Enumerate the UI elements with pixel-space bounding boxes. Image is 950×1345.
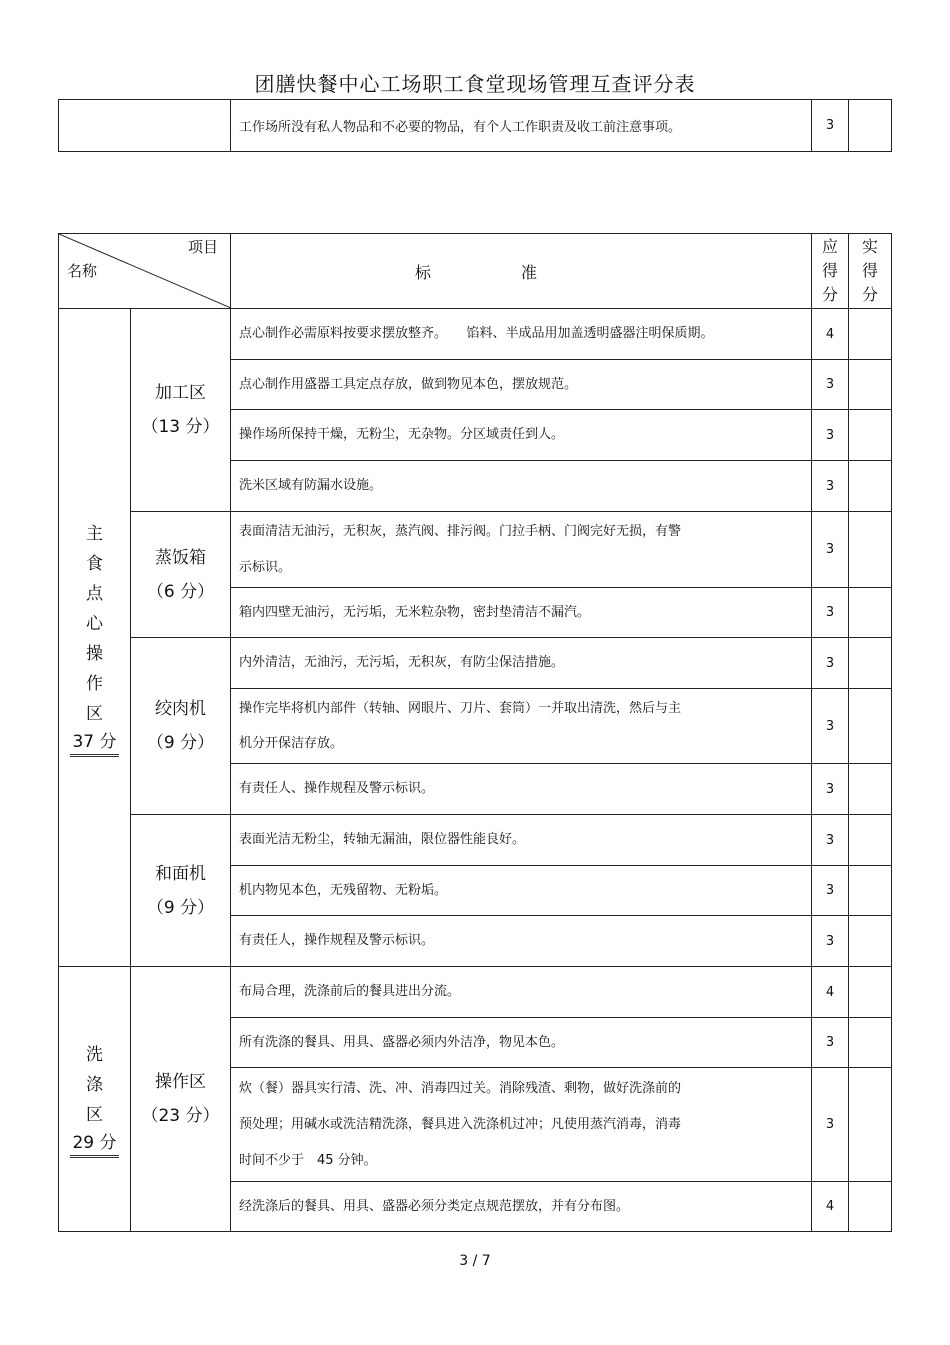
actual-score-cell[interactable] <box>849 1018 892 1068</box>
standard-text <box>231 916 812 967</box>
section-name-cell <box>59 309 131 967</box>
standard-line: 点心制作用盛器工具定点存放，做到物见本色，摆放规范。 <box>239 376 578 392</box>
actual-score-cell[interactable] <box>849 512 892 588</box>
subgroup-name: 蒸饭箱 <box>155 547 206 568</box>
subgroup-points: （9 分） <box>146 733 215 753</box>
standard-line: 表面光洁无粉尘，转轴无漏油，限位器性能良好。 <box>239 832 526 847</box>
section-char: 操 <box>86 643 103 664</box>
section-total: 37 分 <box>70 731 118 757</box>
header-actual-score <box>849 234 892 309</box>
standard-text <box>231 815 812 866</box>
section-char: 区 <box>86 703 103 724</box>
section-char: 区 <box>86 1105 103 1125</box>
should-score: 3 <box>812 1068 849 1182</box>
should-score: 4 <box>812 1182 849 1232</box>
table-row <box>59 512 892 588</box>
standard-line: 表面清洁无油污，无积灰，蒸汽阀、排污阀。门拉手柄、门阀完好无损，有警 <box>239 523 682 539</box>
standard-line: 机内物见本色，无残留物、无粉垢。 <box>239 882 448 898</box>
should-score: 3 <box>812 866 849 916</box>
header-standard: 标准 <box>231 234 812 309</box>
should-score: 3 <box>812 512 849 588</box>
subgroup-points: （23 分） <box>141 1106 220 1126</box>
actual-score-cell[interactable] <box>849 410 892 461</box>
actual-score-cell[interactable] <box>849 461 892 512</box>
should-score: 3 <box>812 1018 849 1068</box>
actual-score-cell[interactable] <box>849 588 892 638</box>
header-char: 得 <box>861 261 878 280</box>
should-score: 3 <box>812 588 849 638</box>
standard-text <box>231 764 812 815</box>
subgroup-points: （9 分） <box>146 897 215 918</box>
header-name: 名称 <box>67 262 98 280</box>
continued-table <box>58 99 892 152</box>
section-char: 涤 <box>86 1075 103 1095</box>
should-score: 3 <box>812 815 849 866</box>
should-score: 3 <box>812 410 849 461</box>
actual-score-cell[interactable] <box>849 866 892 916</box>
actual-score-cell[interactable] <box>849 916 892 967</box>
actual-score-cell[interactable] <box>849 638 892 689</box>
table-row <box>59 309 892 360</box>
standard-text <box>231 588 812 638</box>
actual-score-cell[interactable] <box>849 309 892 360</box>
subgroup-name-cell <box>131 309 231 512</box>
standard-line: 有责任人，操作规程及警示标识。 <box>239 933 435 948</box>
standard-text: 工作场所没有私人物品和不必要的物品，有个人工作职责及收工前注意事项。 <box>231 100 812 152</box>
standard-text <box>231 638 812 689</box>
standard-text <box>231 689 812 764</box>
section-char: 洗 <box>86 1045 103 1065</box>
table-row <box>59 638 892 689</box>
standard-line: 所有洗涤的餐具、用具、盛器必须内外洁净，物见本色。 <box>239 1034 565 1050</box>
standard-text <box>231 1018 812 1068</box>
standard-text <box>231 866 812 916</box>
actual-score-cell[interactable] <box>849 815 892 866</box>
standard-line: 内外清洁，无油污，无污垢，无积灰，有防尘保洁措施。 <box>239 655 565 670</box>
header-char: 得 <box>821 261 838 280</box>
standard-text <box>231 309 812 360</box>
table-row <box>59 815 892 866</box>
should-score: 3 <box>812 461 849 512</box>
header-diagonal-cell <box>59 234 231 309</box>
header-char: 应 <box>821 237 838 256</box>
standard-line: 点心制作必需原料按要求摆放整齐。 馅料、半成品用加盖透明盛器注明保质期。 <box>239 326 714 341</box>
actual-score-cell[interactable] <box>849 1068 892 1182</box>
header-project: 项目 <box>187 238 218 256</box>
actual-score-cell[interactable] <box>849 764 892 815</box>
section-char: 心 <box>86 613 103 634</box>
standard-text <box>231 410 812 461</box>
standard-line: 操作完毕将机内部件（转轴、网眼片、刀片、套筒）一并取出清洗，然后与主 <box>239 701 682 716</box>
standard-line: 预处理；用碱水或洗洁精洗涤，餐具进入洗涤机过冲；凡使用蒸汽消毒，消毒 <box>239 1116 682 1132</box>
should-score: 4 <box>812 309 849 360</box>
header-char: 实 <box>861 237 878 256</box>
section-char: 主 <box>86 523 103 544</box>
section-char: 作 <box>86 673 103 694</box>
subgroup-name: 和面机 <box>155 863 206 884</box>
subgroup-name: 绞肉机 <box>155 699 206 719</box>
subgroup-name-cell <box>131 638 231 815</box>
should-score: 3 <box>812 638 849 689</box>
standard-text <box>231 461 812 512</box>
section-total: 29 分 <box>70 1132 118 1158</box>
page-title: 团膳快餐中心工场职工食堂现场管理互查评分表 <box>254 72 696 96</box>
standard-text <box>231 967 812 1018</box>
subgroup-name-cell <box>131 967 231 1232</box>
subgroup-points: （6 分） <box>146 581 215 602</box>
actual-score-cell[interactable] <box>849 689 892 764</box>
subgroup-points: （13 分） <box>141 417 220 437</box>
standard-line: 箱内四壁无油污，无污垢，无米粒杂物，密封垫清洁不漏汽。 <box>239 604 591 620</box>
header-row <box>59 234 892 309</box>
header-char: 分 <box>861 285 878 304</box>
should-score: 3 <box>812 360 849 410</box>
standard-line: 炊（餐）器具实行清、洗、冲、消毒四过关。消除残渣、剩物，做好洗涤前的 <box>239 1080 682 1096</box>
actual-score-cell[interactable] <box>849 1182 892 1232</box>
section-char: 食 <box>86 553 103 574</box>
section-char: 点 <box>86 583 103 604</box>
header-should-score <box>812 234 849 309</box>
standard-text <box>231 360 812 410</box>
subgroup-name-cell <box>131 512 231 638</box>
table-row <box>59 100 892 152</box>
standard-line: 有责任人、操作规程及警示标识。 <box>239 781 435 796</box>
standard-line: 经洗涤后的餐具、用具、盛器必须分类定点规范摆放，并有分布图。 <box>239 1198 630 1214</box>
table-row <box>59 967 892 1018</box>
scoring-table <box>58 233 892 1232</box>
actual-score-cell[interactable] <box>849 967 892 1018</box>
standard-line: 机分开保洁存放。 <box>239 736 344 751</box>
standard-line: 示标识。 <box>239 559 292 575</box>
actual-score-cell[interactable] <box>849 100 892 152</box>
subgroup-name: 加工区 <box>155 383 206 403</box>
header-char: 分 <box>821 285 838 304</box>
should-score: 3 <box>812 689 849 764</box>
subgroup-name-cell <box>131 815 231 967</box>
standard-line: 操作场所保持干燥，无粉尘，无杂物。分区域责任到人。 <box>239 427 565 442</box>
standard-text <box>231 1182 812 1232</box>
section-name-cell <box>59 967 131 1232</box>
standard-text <box>231 1068 812 1182</box>
page-number: 3 / 7 <box>459 1253 491 1269</box>
should-score: 3 <box>812 916 849 967</box>
subgroup-name: 操作区 <box>155 1072 206 1092</box>
actual-score-cell[interactable] <box>849 360 892 410</box>
standard-text <box>231 512 812 588</box>
should-score: 3 <box>812 764 849 815</box>
should-score: 3 <box>812 100 849 152</box>
standard-line: 时间不少于 45 分钟。 <box>239 1152 377 1168</box>
standard-line: 洗米区域有防漏水设施。 <box>239 478 383 493</box>
should-score: 4 <box>812 967 849 1018</box>
empty-name-cell <box>59 100 231 152</box>
standard-line: 布局合理，洗涤前后的餐具进出分流。 <box>239 984 461 999</box>
